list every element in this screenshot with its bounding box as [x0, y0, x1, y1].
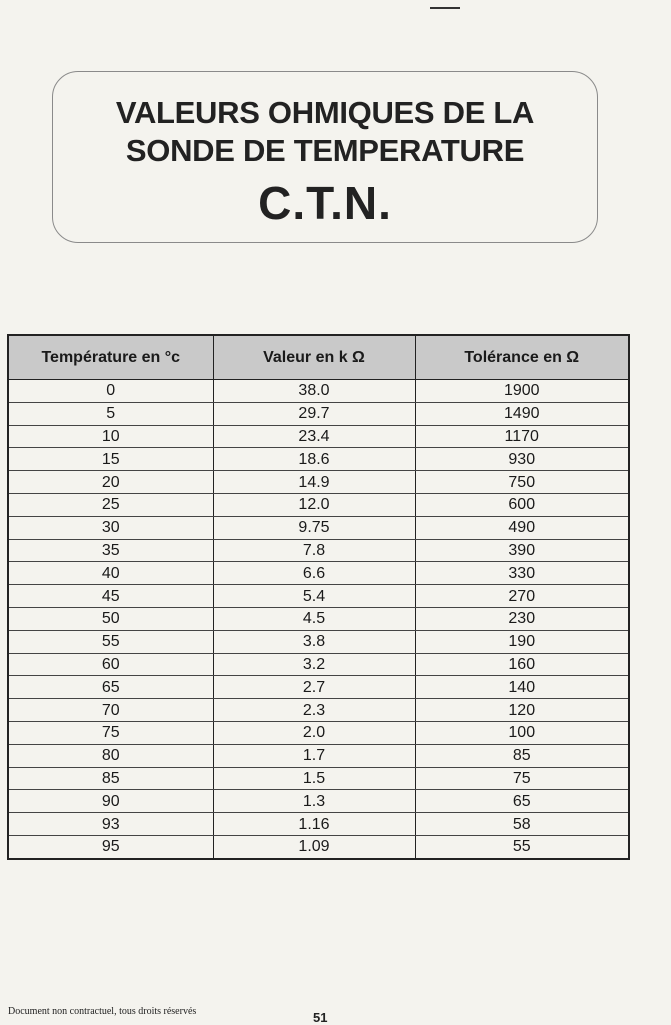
table-row	[8, 653, 629, 676]
header-temperature: Température en °c	[8, 335, 213, 380]
cell-temperature: 75	[8, 721, 213, 744]
table-row	[8, 471, 629, 494]
cell-tolerance: 750	[415, 471, 629, 494]
cell-temperature: 60	[8, 653, 213, 676]
cell-tolerance: 930	[415, 448, 629, 471]
cell-tolerance: 1170	[415, 425, 629, 448]
cell-temperature: 95	[8, 835, 213, 858]
cell-temperature: 93	[8, 813, 213, 836]
page-number: 51	[313, 1010, 328, 1025]
cell-temperature: 90	[8, 790, 213, 813]
table-row	[8, 630, 629, 653]
table-row	[8, 835, 629, 858]
cell-value: 1.3	[213, 790, 415, 813]
cell-temperature: 55	[8, 630, 213, 653]
table-header-row	[8, 335, 629, 380]
cell-value: 3.8	[213, 630, 415, 653]
cell-tolerance: 160	[415, 653, 629, 676]
cell-value: 4.5	[213, 607, 415, 630]
cell-temperature: 80	[8, 744, 213, 767]
table-row	[8, 607, 629, 630]
table-row	[8, 425, 629, 448]
cell-value: 1.16	[213, 813, 415, 836]
cell-tolerance: 140	[415, 676, 629, 699]
table-row	[8, 813, 629, 836]
cell-value: 2.3	[213, 699, 415, 722]
cell-value: 2.7	[213, 676, 415, 699]
table-row	[8, 721, 629, 744]
cell-temperature: 65	[8, 676, 213, 699]
table-row	[8, 699, 629, 722]
cell-temperature: 45	[8, 585, 213, 608]
cell-tolerance: 600	[415, 493, 629, 516]
table-row	[8, 539, 629, 562]
scan-mark	[430, 7, 460, 9]
cell-tolerance: 75	[415, 767, 629, 790]
cell-tolerance: 58	[415, 813, 629, 836]
cell-tolerance: 270	[415, 585, 629, 608]
cell-tolerance: 1490	[415, 402, 629, 425]
cell-value: 14.9	[213, 471, 415, 494]
table-row	[8, 402, 629, 425]
cell-temperature: 20	[8, 471, 213, 494]
cell-tolerance: 120	[415, 699, 629, 722]
cell-value: 38.0	[213, 380, 415, 403]
cell-temperature: 30	[8, 516, 213, 539]
cell-temperature: 85	[8, 767, 213, 790]
table-row	[8, 516, 629, 539]
table-row	[8, 767, 629, 790]
cell-value: 23.4	[213, 425, 415, 448]
cell-tolerance: 1900	[415, 380, 629, 403]
cell-value: 5.4	[213, 585, 415, 608]
cell-tolerance: 100	[415, 721, 629, 744]
table-row	[8, 790, 629, 813]
title-ctn: C.T.N.	[258, 177, 392, 229]
header-value: Valeur en k Ω	[213, 335, 415, 380]
title-line-1: VALEURS OHMIQUES DE LA	[115, 95, 535, 130]
cell-tolerance: 55	[415, 835, 629, 858]
cell-value: 1.7	[213, 744, 415, 767]
cell-temperature: 25	[8, 493, 213, 516]
cell-tolerance: 85	[415, 744, 629, 767]
cell-value: 6.6	[213, 562, 415, 585]
cell-tolerance: 490	[415, 516, 629, 539]
resistance-table	[7, 334, 630, 860]
table-row	[8, 448, 629, 471]
cell-value: 18.6	[213, 448, 415, 471]
title-box	[52, 71, 598, 243]
table-row	[8, 744, 629, 767]
cell-tolerance: 330	[415, 562, 629, 585]
cell-temperature: 40	[8, 562, 213, 585]
cell-temperature: 35	[8, 539, 213, 562]
cell-value: 29.7	[213, 402, 415, 425]
cell-tolerance: 190	[415, 630, 629, 653]
table-row	[8, 562, 629, 585]
cell-value: 3.2	[213, 653, 415, 676]
cell-tolerance: 65	[415, 790, 629, 813]
table-row	[8, 676, 629, 699]
cell-value: 1.5	[213, 767, 415, 790]
cell-tolerance: 230	[415, 607, 629, 630]
cell-value: 7.8	[213, 539, 415, 562]
title-line-2: SONDE DE TEMPERATURE	[125, 133, 525, 168]
cell-tolerance: 390	[415, 539, 629, 562]
table-row	[8, 380, 629, 403]
cell-temperature: 70	[8, 699, 213, 722]
table-row	[8, 493, 629, 516]
cell-temperature: 10	[8, 425, 213, 448]
footer-note: Document non contractuel, tous droits réservés	[8, 1006, 197, 1017]
header-tolerance: Tolérance en Ω	[415, 335, 629, 380]
cell-value: 9.75	[213, 516, 415, 539]
cell-value: 12.0	[213, 493, 415, 516]
cell-temperature: 0	[8, 380, 213, 403]
cell-temperature: 50	[8, 607, 213, 630]
cell-value: 1.09	[213, 835, 415, 858]
cell-value: 2.0	[213, 721, 415, 744]
cell-temperature: 5	[8, 402, 213, 425]
table-row	[8, 585, 629, 608]
cell-temperature: 15	[8, 448, 213, 471]
